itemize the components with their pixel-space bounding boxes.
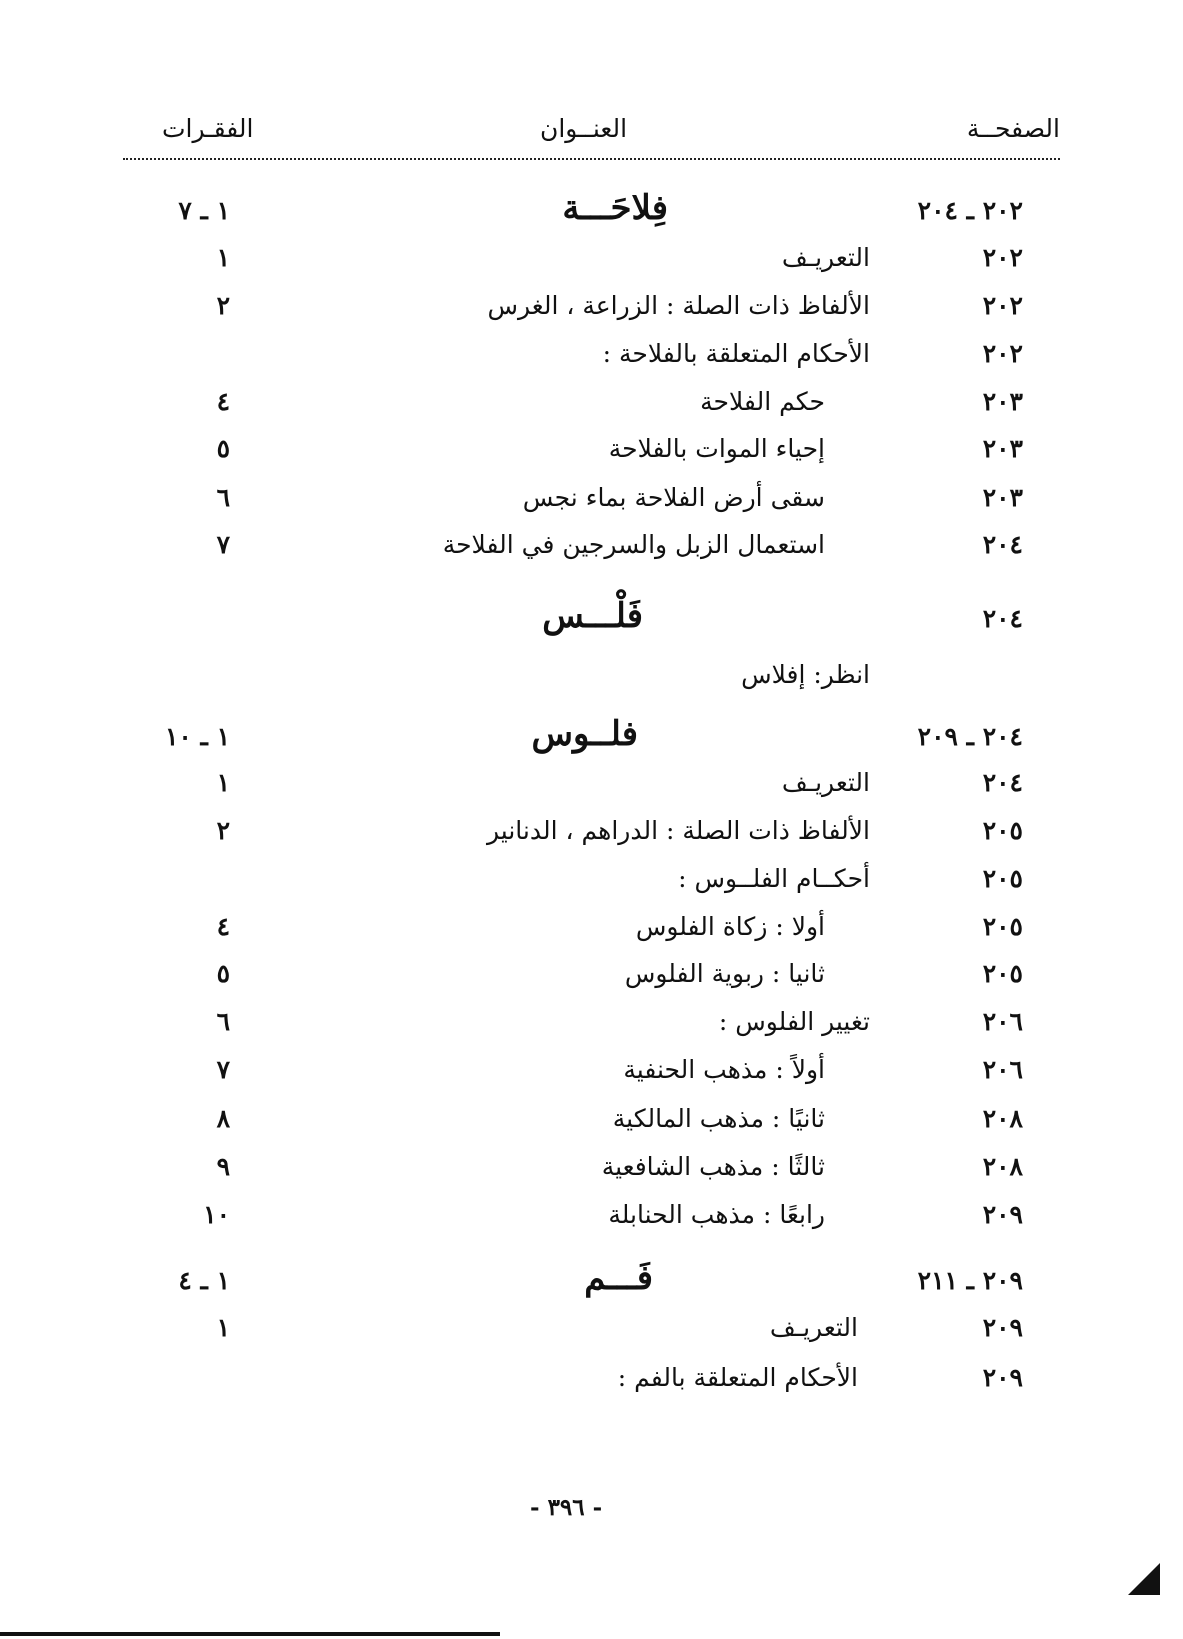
row-page-ref: ٢٠٤ — [982, 604, 1023, 633]
row-page-ref: ٢٠٦ — [982, 1055, 1023, 1084]
index-row — [0, 1313, 1183, 1357]
row-title: أولا : زكاة الفلوس — [635, 912, 825, 941]
row-page-ref: ٢٠٣ — [982, 387, 1023, 416]
row-page-ref: ٢٠٢ — [982, 339, 1023, 368]
index-row — [0, 387, 1183, 431]
row-page-ref: ٢٠٩ — [982, 1313, 1023, 1342]
corner-triangle-mark — [1128, 1563, 1160, 1595]
row-paragraph-ref: ١ ـ ١٠ — [164, 722, 230, 751]
row-page-ref: ٢٠٢ ـ ٢٠٤ — [917, 196, 1023, 225]
row-title: الأحكام المتعلقة بالفلاحة : — [602, 339, 870, 368]
row-page-ref: ٢٠٤ ـ ٢٠٩ — [917, 722, 1023, 751]
row-heading-title: فِلاحَـــة — [562, 188, 668, 228]
index-row-heading — [0, 188, 1183, 240]
column-header-paragraphs: الفقـرات — [162, 114, 254, 143]
row-title: التعريـف — [781, 768, 870, 797]
index-row — [0, 660, 1183, 704]
index-row — [0, 1363, 1183, 1407]
index-row-heading — [0, 1258, 1183, 1310]
row-paragraph-ref: ١٠ — [203, 1200, 230, 1229]
column-header-page: الصفحــة — [966, 114, 1060, 143]
index-row — [0, 816, 1183, 860]
row-page-ref: ٢٠٥ — [982, 912, 1023, 941]
row-title: أحكــام الفلــوس : — [678, 864, 870, 893]
row-page-ref: ٢٠٢ — [982, 291, 1023, 320]
row-title: الألفاظ ذات الصلة : الزراعة ، الغرس — [487, 291, 870, 320]
row-title: التعريـف — [769, 1313, 858, 1342]
row-title: ثانيًا : مذهب المالكية — [612, 1104, 825, 1133]
row-title: الأحكام المتعلقة بالفم : — [617, 1363, 858, 1392]
row-page-ref: ٢٠٤ — [982, 530, 1023, 559]
row-page-ref: ٢٠٦ — [982, 1007, 1023, 1036]
row-paragraph-ref: ١ ـ ٤ — [178, 1266, 230, 1295]
row-page-ref: ٢٠٨ — [982, 1104, 1023, 1133]
index-row — [0, 959, 1183, 1003]
row-paragraph-ref: ١ ـ ٧ — [178, 196, 230, 225]
row-page-ref: ٢٠٣ — [982, 483, 1023, 512]
row-title: التعريـف — [781, 243, 870, 272]
page-number: - ٣٩٦ - — [530, 1494, 603, 1521]
row-paragraph-ref: ٦ — [216, 483, 230, 512]
index-row — [0, 434, 1183, 478]
row-page-ref: ٢٠٤ — [982, 768, 1023, 797]
row-title: حكم الفلاحة — [700, 387, 825, 416]
index-row — [0, 483, 1183, 527]
row-page-ref: ٢٠٥ — [982, 959, 1023, 988]
index-row — [0, 339, 1183, 383]
row-paragraph-ref: ١ — [216, 768, 230, 797]
header-divider — [123, 158, 1060, 160]
row-page-ref: ٢٠٩ ـ ٢١١ — [917, 1266, 1023, 1295]
row-paragraph-ref: ٦ — [216, 1007, 230, 1036]
row-page-ref: ٢٠٨ — [982, 1152, 1023, 1181]
row-title: سقى أرض الفلاحة بماء نجس — [522, 483, 825, 512]
row-paragraph-ref: ١ — [216, 243, 230, 272]
row-heading-title: فَلْـــس — [542, 596, 643, 636]
row-title: ثالثًا : مذهب الشافعية — [601, 1152, 825, 1181]
column-header-title: العنــوان — [540, 114, 628, 143]
row-paragraph-ref: ٧ — [216, 530, 230, 559]
row-title: أولاً : مذهب الحنفية — [623, 1055, 825, 1084]
row-paragraph-ref: ١ — [216, 1313, 230, 1342]
row-title: رابعًا : مذهب الحنابلة — [608, 1200, 825, 1229]
row-paragraph-ref: ٤ — [216, 912, 230, 941]
row-heading-title: فلــوس — [531, 714, 638, 754]
row-page-ref: ٢٠٥ — [982, 816, 1023, 845]
row-title: إحياء الموات بالفلاحة — [608, 434, 825, 463]
row-title: استعمال الزبل والسرجين في الفلاحة — [442, 530, 825, 559]
index-row — [0, 1007, 1183, 1051]
index-row — [0, 530, 1183, 574]
row-page-ref: ٢٠٩ — [982, 1200, 1023, 1229]
index-row — [0, 291, 1183, 335]
index-row — [0, 243, 1183, 287]
index-row — [0, 768, 1183, 812]
index-row-heading — [0, 714, 1183, 766]
index-row — [0, 1200, 1183, 1244]
row-paragraph-ref: ٧ — [216, 1055, 230, 1084]
row-page-ref: ٢٠٩ — [982, 1363, 1023, 1392]
scan-edge-line — [0, 1632, 500, 1636]
row-title: ثانيا : ربوية الفلوس — [624, 959, 825, 988]
index-row — [0, 1152, 1183, 1196]
row-heading-title: فَـــم — [584, 1258, 653, 1298]
row-paragraph-ref: ٨ — [216, 1104, 230, 1133]
row-paragraph-ref: ٩ — [216, 1152, 230, 1181]
index-row — [0, 1055, 1183, 1099]
row-paragraph-ref: ٥ — [216, 434, 230, 463]
index-row — [0, 1104, 1183, 1148]
row-title: الألفاظ ذات الصلة : الدراهم ، الدنانير — [487, 816, 870, 845]
index-row — [0, 912, 1183, 956]
row-paragraph-ref: ٢ — [216, 816, 230, 845]
row-paragraph-ref: ٢ — [216, 291, 230, 320]
row-see-also: انظر: إفلاس — [741, 660, 870, 689]
row-page-ref: ٢٠٢ — [982, 243, 1023, 272]
row-paragraph-ref: ٥ — [216, 959, 230, 988]
row-page-ref: ٢٠٥ — [982, 864, 1023, 893]
row-title: تغيير الفلوس : — [718, 1007, 870, 1036]
index-row-heading — [0, 596, 1183, 648]
index-row — [0, 864, 1183, 908]
row-paragraph-ref: ٤ — [216, 387, 230, 416]
row-page-ref: ٢٠٣ — [982, 434, 1023, 463]
